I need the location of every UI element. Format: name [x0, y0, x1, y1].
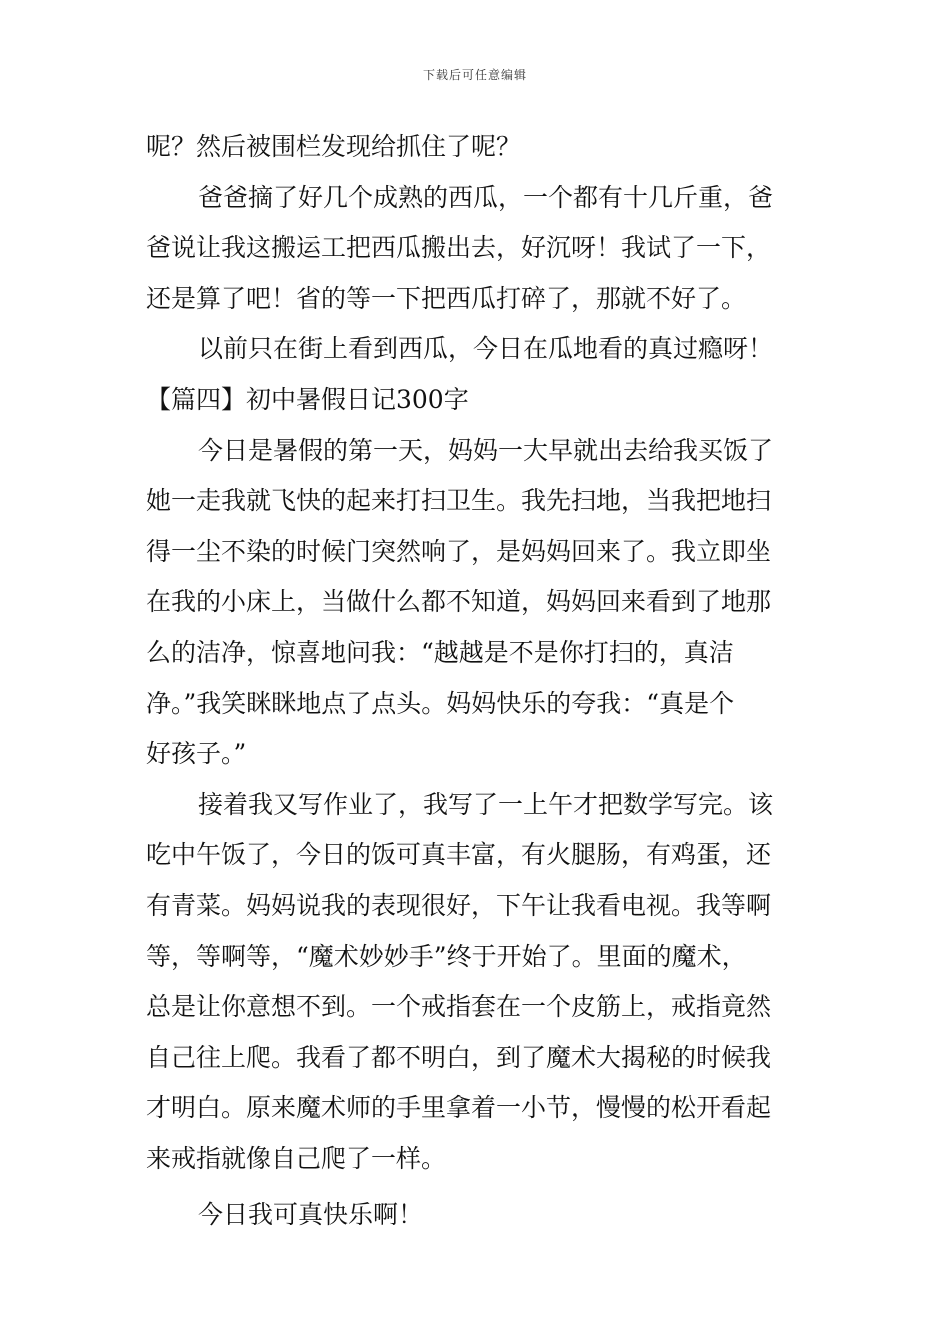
document-body [146, 122, 808, 1241]
text-line: 爸爸摘了好几个成熟的西瓜，一个都有十几斤重，爸 [198, 182, 774, 212]
text-line: 爸说让我这搬运工把西瓜搬出去，好沉呀！我试了一下， [146, 233, 772, 263]
text-line: 净。”我笑眯眯地点了点头。妈妈快乐的夸我：“真是个 [146, 688, 735, 718]
section-heading: 【篇四】初中暑假日记300字 [146, 384, 469, 414]
text-line: 今日是暑假的第一天，妈妈一大早就出去给我买饭了 [198, 435, 774, 465]
page-header-note: 下载后可任意编辑 [422, 68, 527, 82]
text-line: 等，等啊等，“魔术妙妙手”终于开始了。里面的魔术， [146, 941, 747, 971]
text-line: 才明白。原来魔术师的手里拿着一小节，慢慢的松开看起 [146, 1093, 772, 1123]
text-line: 呢？然后被围栏发现给抓住了呢？ [146, 132, 522, 161]
text-line: 以前只在街上看到西瓜，今日在瓜地看的真过瘾呀！ [198, 334, 774, 364]
text-line: 接着我又写作业了，我写了一上午才把数学写完。该 [198, 789, 774, 819]
text-line: 总是让你意想不到。一个戒指套在一个皮筋上，戒指竟然 [146, 992, 772, 1022]
text-line: 今日我可真快乐啊！ [198, 1200, 424, 1230]
text-line: 在我的小床上，当做什么都不知道，妈妈回来看到了地那 [146, 587, 772, 617]
text-line: 吃中午饭了，今日的饭可真丰富，有火腿肠，有鸡蛋，还 [146, 840, 772, 870]
text-line: 她一走我就飞快的起来打扫卫生。我先扫地，当我把地扫 [146, 486, 772, 516]
text-line: 还是算了吧！省的等一下把西瓜打碎了，那就不好了。 [146, 283, 747, 313]
text-line: 自己往上爬。我看了都不明白，到了魔术大揭秘的时候我 [146, 1042, 772, 1072]
text-line: 么的洁净，惊喜地问我：“越越是不是你打扫的，真洁 [146, 637, 734, 667]
text-line: 好孩子。” [146, 739, 247, 769]
text-line: 得一尘不染的时候门突然响了，是妈妈回来了。我立即坐 [146, 536, 772, 566]
text-line: 来戒指就像自己爬了一样。 [146, 1143, 447, 1173]
text-line: 有青菜。妈妈说我的表现很好，下午让我看电视。我等啊 [146, 890, 772, 920]
